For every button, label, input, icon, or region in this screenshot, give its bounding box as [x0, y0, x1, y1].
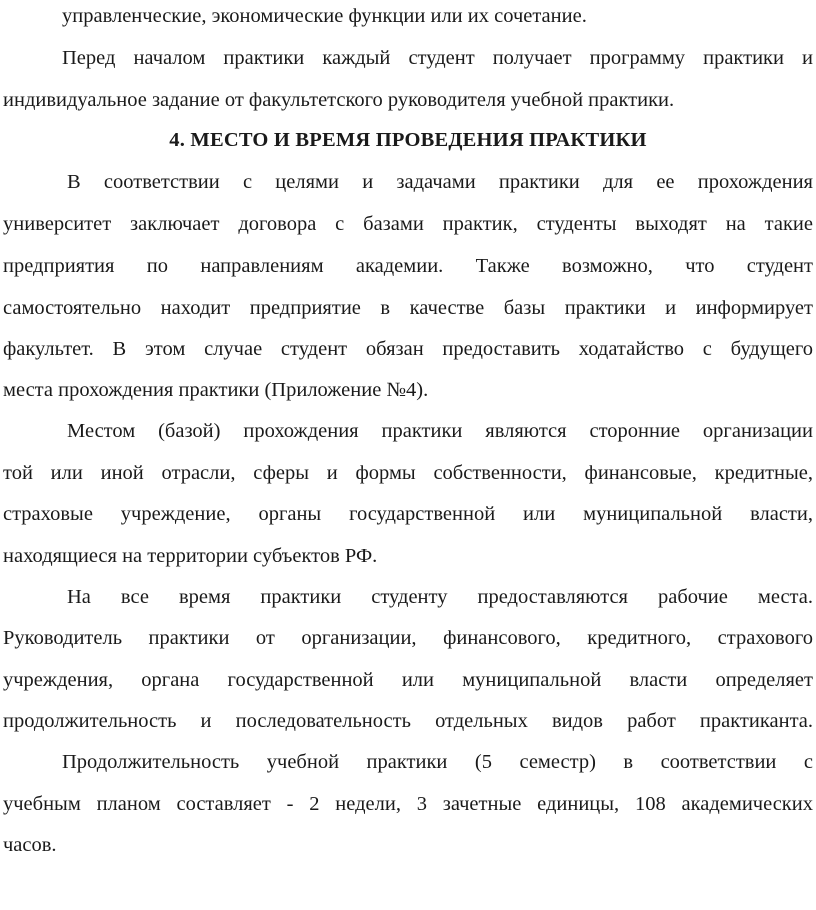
base-line-2: той или иной отрасли, сферы и формы собственности, финансовые, кредитные, — [3, 462, 813, 484]
duration-line-3: часов. — [3, 834, 57, 856]
base-line-1: Местом (базой) прохождения практики являются сторонние организации — [67, 420, 813, 442]
program-line-2: индивидуальное задание от факультетского руководителя учебной практики. — [3, 89, 675, 111]
duration-line-1: Продолжительность учебной практики (5 семестр) в соответствии с — [62, 751, 813, 773]
agreement-line-5: факультет. В этом случае студент обязан предоставить ходатайство с будущего — [3, 338, 813, 360]
agreement-line-4: самостоятельно находит предприятие в качестве базы практики и информирует — [3, 297, 813, 319]
agreement-line-3: предприятия по направлениям академии. Также возможно, что студент — [3, 255, 813, 277]
agreement-line-6: места прохождения практики (Приложение №4). — [3, 379, 429, 401]
workplaces-line-2: Руководитель практики от организации, финансового, кредитного, страхового — [3, 627, 813, 649]
intro-line-1: управленческие, экономические функции или их сочетание. — [62, 5, 587, 27]
base-line-4: находящиеся на территории субъектов РФ. — [3, 545, 378, 567]
workplaces-line-1: На все время практики студенту предоставляются рабочие места. — [67, 586, 813, 608]
agreement-line-2: университет заключает договора с базами практик, студенты выходят на такие — [3, 213, 813, 235]
workplaces-line-3: учреждения, органа государственной или муниципальной власти определяет — [3, 669, 813, 691]
program-line-1: Перед началом практики каждый студент получает программу практики и — [62, 47, 813, 69]
base-line-3: страховые учреждение, органы государственной или муниципальной власти, — [3, 503, 813, 525]
agreement-line-1: В соответствии с целями и задачами практики для ее прохождения — [67, 171, 813, 193]
duration-line-2: учебным планом составляет - 2 недели, 3 зачетные единицы, 108 академических — [3, 793, 813, 815]
section-heading: 4. МЕСТО И ВРЕМЯ ПРОВЕДЕНИЯ ПРАКТИКИ — [169, 129, 647, 151]
workplaces-line-4: продолжительность и последовательность отдельных видов работ практиканта. — [3, 710, 813, 732]
